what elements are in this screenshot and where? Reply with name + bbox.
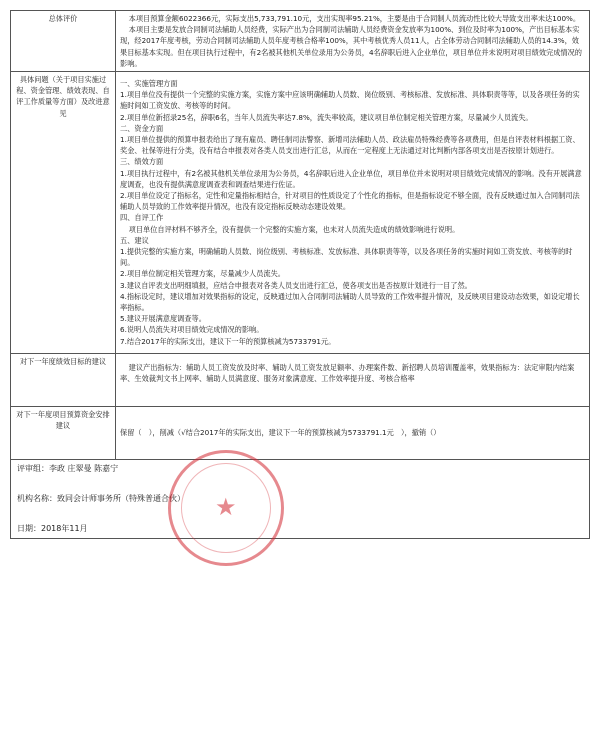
- overall-row: [11, 11, 590, 72]
- issues-line: 1.项目执行过程中，有2名被其他机关单位录用为公务员，4名辞职后进入企业单位，项目单位并未说明对项目绩效完成情况的影响。没有开展满意度调查，也没有提供满意度调查表和调查结果进行佐证。: [120, 168, 582, 189]
- issues-line: 4.指标设定时，建议增加对效果指标的设定，反映通过加入合同制司法辅助人员导致的工作效率提升情况，及反映项目建设动态效果，如设定增长率指标。: [120, 291, 580, 313]
- overall-content: [116, 11, 590, 72]
- issues-line: 2.项目单位制定相关管理方案，尽量减少人员流失。: [120, 269, 285, 279]
- issues-line: 1.项目单位提供的预算申报表给出了现有雇员、聘任制司法警察、新增司法辅助人员、政法雇员特殊经费等各项费用，但是自评表材料根据工资、奖金、社保等进行分类，没有结合申报表对各类人员支出进行汇总，从而在一定程度上无法通过对比判断内部各项支出是否按原计划进行。: [120, 135, 580, 156]
- issues-line: 3.建议自评表支出明细填报，应结合申报表对各类人员支出进行汇总，使各项支出是否按原计划进行一目了然。: [120, 280, 472, 290]
- issues-line: 五、建议: [120, 235, 149, 245]
- budget-row: [11, 406, 590, 459]
- issues-line: 1.提供完整的实施方案，明确辅助人员数、岗位级别、考核标准、发放标准、具体职责等等，以及各项任务的实施时间如工资发放、考核等的时间。: [120, 247, 573, 268]
- issues-line: 一、实施管理方面: [120, 79, 178, 89]
- issues-content: [116, 72, 590, 354]
- budget-content: [116, 406, 590, 459]
- budget-text: 保留（ ），削减（√结合2017年的实际支出，建议下一年的预算核减为5733791.1元 ），撤销（）: [120, 428, 441, 438]
- signature-block: [10, 460, 590, 539]
- issues-line: 2.项目单位设定了指标名，定性和定量指标相结合，针对项目的性质设定了个性化的指标，但是指标设定不够全面，没有反映通过加入合同制司法辅助人员导致的工作效率提升情况，也没有设定指标反映动态建设效果。: [120, 191, 580, 212]
- issues-line: 四、自评工作: [120, 213, 164, 223]
- overall-label: 总体评价: [11, 11, 116, 72]
- evaluation-table: [10, 10, 590, 460]
- targets-row: [11, 353, 590, 406]
- issues-line: 5.建议开展满意度调查等。: [120, 314, 206, 324]
- issues-line: 6.说明人员流失对项目绩效完成情况的影响。: [120, 325, 264, 335]
- targets-content: [116, 353, 590, 406]
- issues-line: 二、资金方面: [120, 123, 164, 133]
- stamp-star-icon: ★: [215, 493, 237, 521]
- issues-row: [11, 72, 590, 354]
- budget-label: 对下一年度项目预算资金安排建议: [11, 406, 116, 459]
- issues-line: 1.项目单位没有提供一个完整的实施方案，实施方案中应该明确辅助人员数、岗位级别、考核标准、发放标准、具体职责等等，以及各项任务的实施时间如工资发放、考核等的时间。: [120, 90, 580, 111]
- overall-paragraph: 本项目主要是发放合同制司法辅助人员经费，实际产出为合同制司法辅助人员经费资金发放率为100%、到位及时率为100%，产出目标基本实现，经2017年度考核，劳动合同制司法辅助人员年度考核合格率100%，其中考核优秀人员11人，占全体劳动合同制司法辅助人员的14.3%，效果目标基本实现。但在项目执行过程中，有2名被其他机关单位录用为公务员，4名辞职后进入企业单位，项目单位并未说明对项目绩效完成情况的影响。: [120, 25, 582, 68]
- issues-line: 三、绩效方面: [120, 157, 164, 167]
- issues-label: 具体问题（关于项目实施过程、资金管理、绩效表现、自评工作质量等方面）及改进意见: [11, 72, 116, 354]
- issues-line: 2.项目单位新招录25名，辞职6名，当年人员流失率达7.8%，流失率较高，建议项目单位制定相关管理方案，尽量减少人员流失。: [120, 112, 533, 122]
- targets-text: 建议产出指标为：辅助人员工资发放及时率、辅助人员工资发放足额率、办理案件数、新招聘人员培训覆盖率，效果指标为：法定审限内结案率、生效裁判文书上网率、辅助人员满意度、服务对象满意度、工作效率提升度、考核合格率: [120, 362, 575, 384]
- reviewers: 评审组：李政 庄翠曼 陈嘉宁: [17, 464, 119, 473]
- issues-line: 项目单位自评材料不够齐全，没有提供一个完整的实施方案，也未对人员流失造成的绩效影响进行说明。: [128, 224, 460, 234]
- organization-name: 机构名称：致同会计师事务所（特殊普通合伙）: [17, 494, 185, 503]
- sign-date: 日期：2018年11月: [17, 524, 88, 533]
- targets-label: 对下一年度绩效目标的建议: [11, 353, 116, 406]
- issues-line: 7.结合2017年的实际支出，建议下一年的预算核减为5733791元。: [120, 336, 336, 346]
- overall-paragraph: 本项目预算金额6022366元，实际支出5,733,791.10元，支出实现率95.21%，主要是由于合同制人员流动性比较大导致支出率未达100%。: [128, 14, 581, 23]
